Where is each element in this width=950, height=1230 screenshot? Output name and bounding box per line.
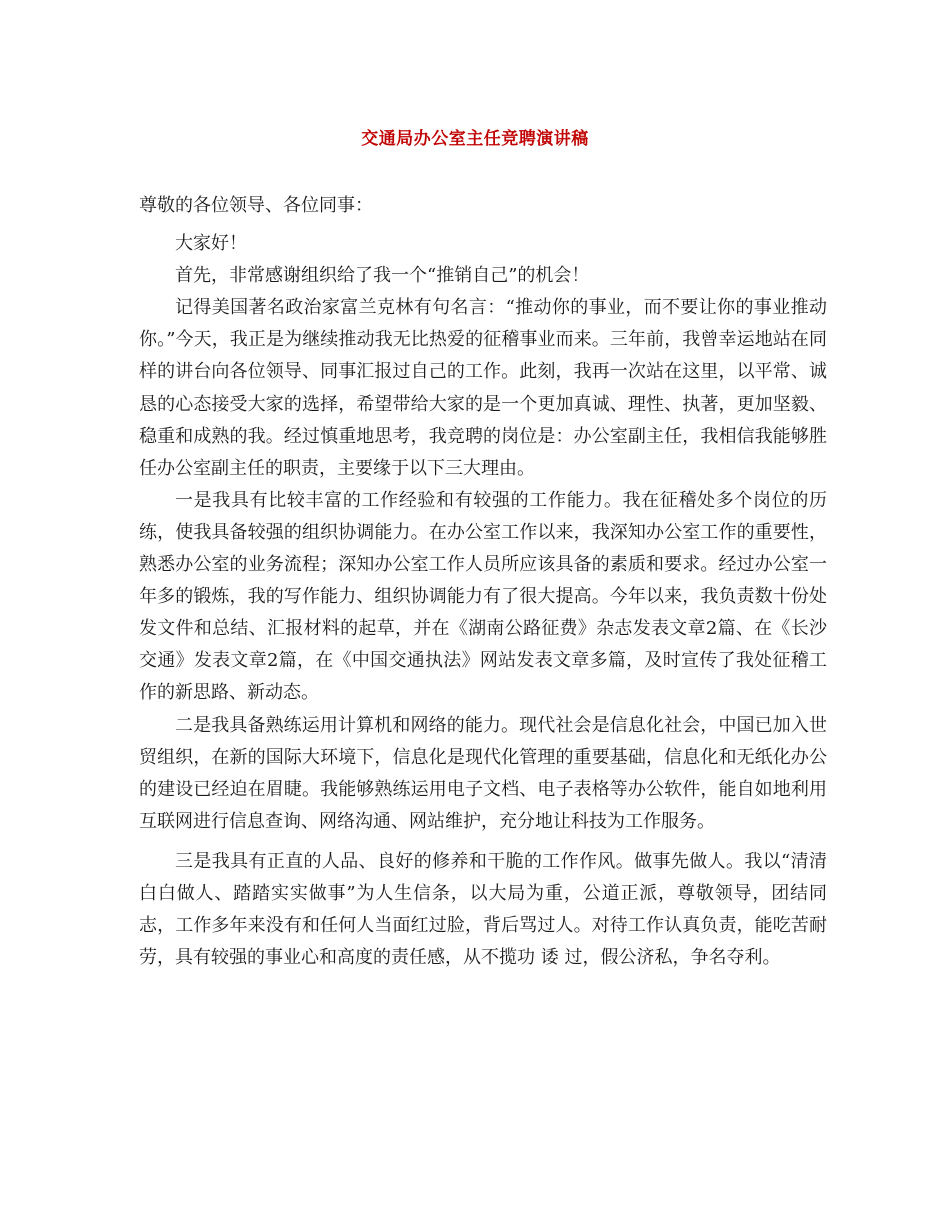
document-title: 交通局办公室主任竞聘演讲稿 xyxy=(361,129,589,149)
document-body xyxy=(139,190,827,974)
paragraph-reason-three: 三是我具有正直的人品、良好的修养和干脆的工作作风。做事先做人。我以“清清白白做人、踏踏实实做事”为人生信条，以大局为重，公道正派，尊敬领导，团结同志，工作多年来没有和任何人当面红过脸，背后骂过人。对待工作认真负责，能吃苦耐劳，具有较强的事业心和高度的责任感，从不揽功 诿 过，假公济私，争名夺利。 xyxy=(139,850,827,969)
paragraph-greeting: 大家好！ xyxy=(175,233,247,255)
salutation: 尊敬的各位领导、各位同事： xyxy=(139,195,373,216)
paragraph-reason-two: 二是我具备熟练运用计算机和网络的能力。现代社会是信息化社会，中国已加入世贸组织，在新的国际大环境下，信息化是现代化管理的重要基础，信息化和无纸化办公的建设已经迫在眉睫。我能够熟练运用电子文档、电子表格等办公软件，能自如地利用互联网进行信息查询、网络沟通、网站维护，充分地让科技为工作服务。 xyxy=(139,714,827,832)
paragraph-reason-one: 一是我具有比较丰富的工作经验和有较强的工作能力。我在征稽处多个岗位的历练，使我具备较强的组织协调能力。在办公室工作以来，我深知办公室工作的重要性，熟悉办公室的业务流程；深知办公室工作人员所应该具备的素质和要求。经过办公室一年多的锻炼，我的写作能力、组织协调能力有了很大提高。今年以来，我负责数十份处发文件和总结、汇报材料的起草，并在《湖南公路征费》杂志发表文章2篇、在《长沙交通》发表文章2篇，在《中国交通执法》网站发表文章多篇，及时宣传了我处征稽工作的新思路、新动态。 xyxy=(139,489,827,704)
paragraph-thanks: 首先，非常感谢组织给了我一个“推销自己”的机会！ xyxy=(175,265,590,287)
paragraph-intro: 记得美国著名政治家富兰克林有句名言：“推动你的事业，而不要让你的事业推动你。”今天，我正是为继续推动我无比热爱的征稽事业而来。三年前，我曾幸运地站在同样的讲台向各位领导、同事汇报过自己的工作。此刻，我再一次站在这里，以平常、诚恳的心态接受大家的选择，希望带给大家的是一个更加真诚、理性、执著，更加坚毅、稳重和成熟的我。经过慎重地思考，我竞聘的岗位是：办公室副主任，我相信我能够胜任办公室副主任的职责，主要缘于以下三大理由。 xyxy=(139,297,827,479)
